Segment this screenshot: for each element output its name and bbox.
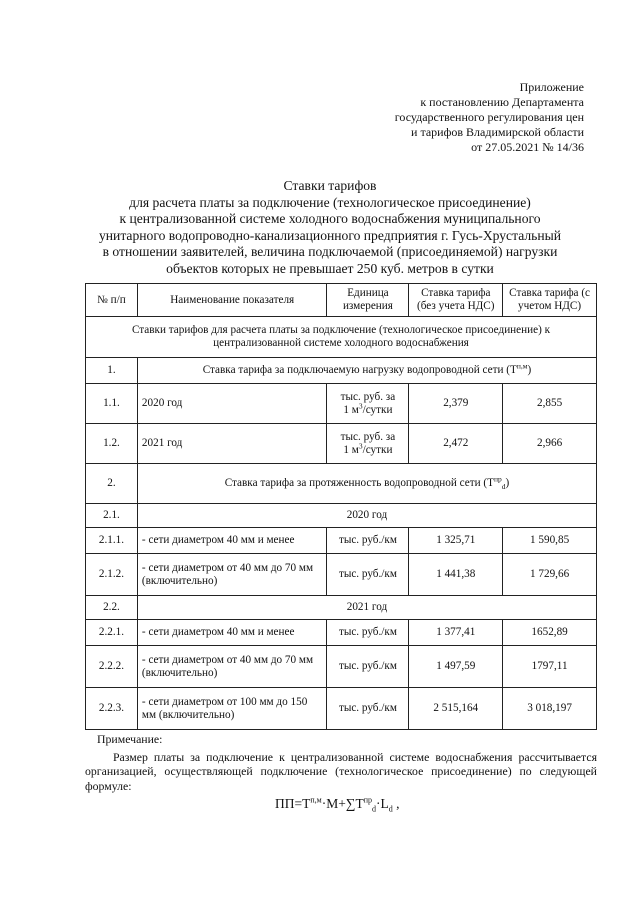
section-title: Ставки тарифов для расчета платы за подключение (технологическое присоединение) к централизованной системе холодного водоснабжения — [86, 317, 597, 358]
row-rate-no-vat: 1 325,71 — [409, 528, 503, 554]
document-title — [60, 178, 600, 277]
row-unit: тыс. руб./км — [327, 528, 409, 554]
year-row — [86, 504, 597, 528]
header-num: № п/п — [86, 284, 138, 317]
header-rate-no-vat: Ставка тарифа (без учета НДС) — [409, 284, 503, 317]
payment-formula: $ПП=Т^{п,м}\cdot М+\sum Т^{пр}_d\cdot L_d$ , — [275, 795, 400, 814]
appendix-line: от 27.05.2021 № 14/36 — [471, 140, 584, 154]
row-name: - сети диаметром от 100 мм до 150 мм (включительно) — [137, 688, 327, 730]
row-rate-no-vat: 2 515,164 — [409, 688, 503, 730]
row-rate-no-vat: 1 377,41 — [409, 620, 503, 646]
row-name: 2021 год — [137, 424, 327, 464]
group-num: 2. — [86, 464, 138, 504]
year-num: 2.2. — [86, 596, 138, 620]
title-line: унитарного водопроводно-канализационного предприятия г. Гусь-Хрустальный — [98, 227, 562, 243]
table-row — [86, 554, 597, 596]
group-row — [86, 464, 597, 504]
title-line: к централизованной системе холодного водоснабжения муниципального — [119, 211, 541, 226]
header-name: Наименование показателя — [137, 284, 327, 317]
row-rate-vat: 2,966 — [503, 424, 597, 464]
row-rate-no-vat: 2,472 — [409, 424, 503, 464]
row-unit: тыс. руб./км — [327, 646, 409, 688]
header-rate-vat: Ставка тарифа (с учетом НДС) — [503, 284, 597, 317]
row-name: - сети диаметром 40 мм и менее — [137, 620, 327, 646]
table-row — [86, 646, 597, 688]
year-label: 2020 год — [137, 504, 596, 528]
row-num: 2.1.2. — [86, 554, 138, 596]
title-line: объектов которых не превышает 250 куб. метров в сутки — [166, 260, 494, 276]
row-unit: тыс. руб./км — [327, 688, 409, 730]
group-row — [86, 358, 597, 384]
row-rate-vat: 1797,11 — [503, 646, 597, 688]
row-name: 2020 год — [137, 384, 327, 424]
table-header-row — [86, 284, 597, 317]
row-rate-no-vat: 1 497,59 — [409, 646, 503, 688]
title-line: в отношении заявителей, величина подключаемой (присоединяемой) нагрузки — [102, 244, 558, 259]
row-rate-vat: 2,855 — [503, 384, 597, 424]
year-num: 2.1. — [86, 504, 138, 528]
header-unit: Единица измерения — [327, 284, 409, 317]
group-label: Ставка тарифа за подключаемую нагрузку водопроводной сети $(Т^{п,м})$ — [137, 358, 596, 384]
row-name: - сети диаметром от 40 мм до 70 мм (включительно) — [137, 554, 327, 596]
row-num: 2.2.1. — [86, 620, 138, 646]
appendix-line: к постановлению Департамента — [420, 95, 584, 109]
row-num: 2.2.2. — [86, 646, 138, 688]
title-heading: Ставки тарифов — [283, 178, 377, 193]
table-row — [86, 384, 597, 424]
row-unit: тыс. руб./км — [327, 620, 409, 646]
row-num: 2.1.1. — [86, 528, 138, 554]
appendix-line: и тарифов Владимирской области — [411, 125, 584, 139]
notes-heading: Примечание: — [97, 732, 163, 746]
appendix-line: государственного регулирования цен — [394, 110, 584, 124]
table-row — [86, 688, 597, 730]
appendix-line: Приложение — [519, 80, 584, 94]
notes-block — [85, 732, 597, 793]
row-rate-vat: 1652,89 — [503, 620, 597, 646]
row-rate-no-vat: 1 441,38 — [409, 554, 503, 596]
row-num: 2.2.3. — [86, 688, 138, 730]
row-unit: тыс. руб./км — [327, 554, 409, 596]
table-row — [86, 424, 597, 464]
table-row — [86, 528, 597, 554]
tariff-table — [85, 283, 597, 730]
section-row — [86, 317, 597, 358]
row-name: - сети диаметром 40 мм и менее — [137, 528, 327, 554]
year-label: 2021 год — [137, 596, 596, 620]
table-row — [86, 620, 597, 646]
notes-body: Размер платы за подключение к централизованной системе водоснабжения рассчитывается организацией, осуществляющей подключение (технологическое присоединение) по следующей формуле: — [85, 749, 597, 793]
row-rate-vat: 1 729,66 — [503, 554, 597, 596]
row-num: 1.2. — [86, 424, 138, 464]
group-label: Ставка тарифа за протяженность водопроводной сети $(Т^{пр}_d)$ — [137, 464, 596, 504]
row-name: - сети диаметром от 40 мм до 70 мм (включительно) — [137, 646, 327, 688]
row-rate-vat: 3 018,197 — [503, 688, 597, 730]
year-row — [86, 596, 597, 620]
row-rate-no-vat: 2,379 — [409, 384, 503, 424]
row-num: 1.1. — [86, 384, 138, 424]
row-unit: тыс. руб. за 1 $м^3$/сутки — [327, 424, 409, 464]
row-unit: тыс. руб. за 1 $м^3$/сутки — [327, 384, 409, 424]
title-line: для расчета платы за подключение (технологическое присоединение) — [129, 194, 531, 210]
group-num: 1. — [86, 358, 138, 384]
row-rate-vat: 1 590,85 — [503, 528, 597, 554]
appendix-block — [395, 80, 584, 155]
